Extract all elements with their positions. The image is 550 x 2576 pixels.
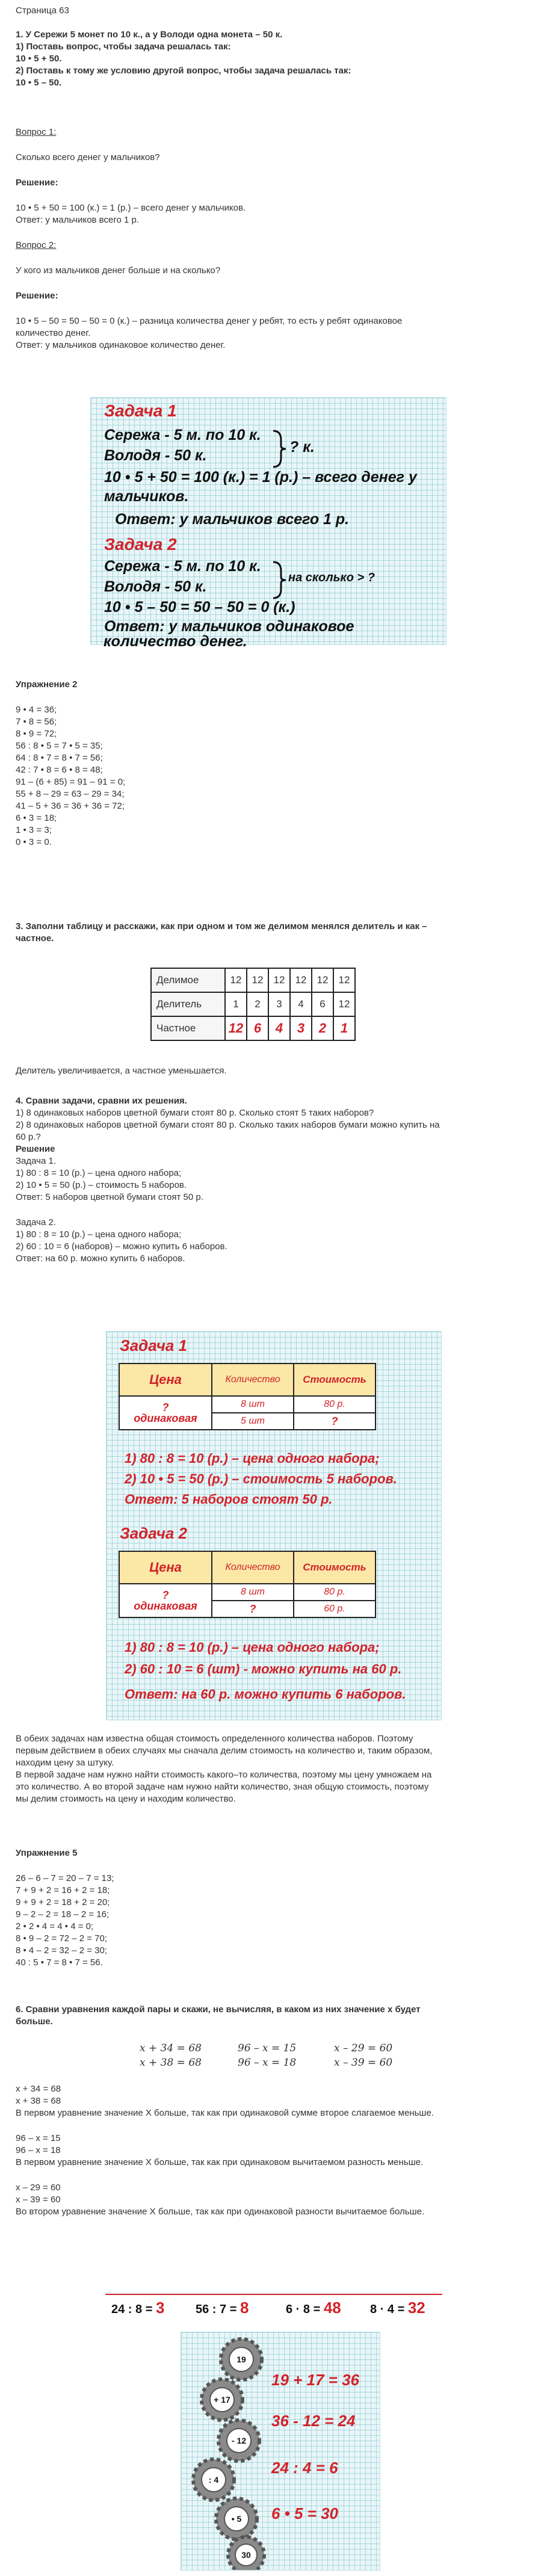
task1-block	[16, 29, 539, 89]
task4-problem2: 2) 8 одинаковых наборов цветной бумаги стоят 80 р. Сколько таких наборов бумаги можно купить на	[16, 1120, 440, 1130]
price-question: ?	[162, 1589, 169, 1601]
equation-pair-2	[238, 2041, 296, 2070]
strip-item	[196, 2299, 249, 2317]
illus2-table2	[119, 1551, 376, 1618]
gear-label: • 5	[231, 2514, 242, 2524]
task1-sub1: 1) Поставь вопрос, чтобы задача решалась так:	[16, 42, 231, 52]
table-cell: 12	[290, 968, 312, 992]
question1-heading: Вопрос 1:	[16, 127, 57, 137]
price-cell	[119, 1584, 212, 1617]
task4-z2-heading: Задача 2.	[16, 1217, 57, 1228]
page-number-text: Страница 63	[16, 5, 69, 16]
exercise5-line: 9 + 9 + 2 = 18 + 2 = 20;	[16, 1897, 110, 1907]
illus-brace2	[271, 560, 287, 600]
exercise5-line: 26 – 6 – 7 = 20 – 7 = 13;	[16, 1873, 114, 1883]
illus-title2: Задача 2	[104, 535, 177, 554]
bottom-strip	[105, 2299, 442, 2317]
table-cell: 3	[268, 992, 290, 1016]
gears-graphic	[181, 2332, 380, 2570]
illus-line1: Сережа - 5 м. по 10 к.	[104, 427, 261, 443]
gear-label: 30	[241, 2550, 251, 2560]
equation: x + 34 = 68	[140, 2042, 202, 2054]
table-cell: 12	[333, 992, 355, 1016]
table-row	[151, 968, 355, 992]
explanation-line: В первой задаче нам нужно найти стоимость какого–то количества, поэтому мы цену умножаем на	[16, 1770, 432, 1780]
gears-illustration	[181, 2332, 380, 2571]
header-quantity: Количество	[212, 1551, 294, 1584]
exercise5-line: 7 + 9 + 2 = 16 + 2 = 18;	[16, 1885, 110, 1895]
task6-p2c: В первом уравнение значение Х больше, так как при одинаковом вычитаемом разность меньше.	[16, 2157, 424, 2167]
exercise5-line: 9 – 2 – 2 = 18 – 2 = 16;	[16, 1909, 110, 1920]
illus-line8: 10 • 5 – 50 = 50 – 50 = 0 (к.)	[104, 599, 295, 616]
strip-answer: 8	[239, 2299, 249, 2317]
illus2-l1: 1) 80 : 8 = 10 (р.) – цена одного набора;	[125, 1451, 380, 1466]
task4-z1-answer: Ответ: 5 наборов цветной бумаги стоят 50 р.	[16, 1192, 203, 1202]
gear-label: + 17	[214, 2395, 230, 2405]
table-row	[151, 992, 355, 1016]
explanation-line: находим цену за штуку.	[16, 1758, 114, 1768]
equation-pair-1	[140, 2041, 202, 2070]
exercise2-line: 7 • 8 = 56;	[16, 717, 57, 727]
task6-p1a: x + 34 = 68	[16, 2084, 61, 2094]
task6-p3a: x – 29 = 60	[16, 2182, 61, 2193]
page-header	[16, 5, 539, 17]
table-cell-answer: 6	[247, 1016, 268, 1040]
exercise5-line: 40 : 5 • 7 = 8 • 7 = 56.	[16, 1957, 103, 1968]
task4-z2-line2: 2) 60 : 10 = 6 (наборов) – можно купить 6 наборов.	[16, 1241, 227, 1252]
strip-item	[286, 2299, 341, 2317]
explanation-line: это количество. А во второй задаче нам нужно найти количество, зная общую стоимость, поэтому	[16, 1782, 429, 1792]
illus-brace1	[271, 429, 287, 469]
illus-line5: Ответ: у мальчиков всего 1 р.	[115, 511, 350, 528]
task4-z1-heading: Задача 1.	[16, 1156, 57, 1166]
task1-expr2: 10 • 5 – 50.	[16, 78, 62, 88]
illus-line4: мальчиков.	[104, 488, 189, 505]
task4-z2-line1: 1) 80 : 8 = 10 (р.) – цена одного набора;	[16, 1229, 182, 1240]
task4-z2-answer: Ответ: на 60 р. можно купить 6 наборов.	[16, 1253, 185, 1264]
table-cell-answer: 3	[290, 1016, 312, 1040]
gear-label: : 4	[208, 2475, 219, 2485]
exercise2-heading: Упражнение 2	[16, 679, 78, 690]
exercise2-line: 42 : 7 • 8 = 6 • 8 = 48;	[16, 765, 103, 775]
illus-line6: Сережа - 5 м. по 10 к.	[104, 558, 261, 575]
task1-expr1: 10 • 5 + 50.	[16, 54, 62, 64]
strip-expr: 24 : 8 =	[111, 2303, 153, 2316]
qty-cell: ?	[212, 1601, 294, 1617]
cost-cell: ?	[294, 1413, 375, 1430]
equation: x – 29 = 60	[334, 2042, 393, 2054]
exercise2-line: 91 – (6 + 85) = 91 – 91 = 0;	[16, 777, 126, 787]
table-cell-answer: 1	[333, 1016, 355, 1040]
exercise5-line: 8 • 9 – 2 = 72 – 2 = 70;	[16, 1933, 108, 1944]
illus-line10: количество денег.	[104, 633, 247, 650]
gears-result-2: 36 - 12 = 24	[271, 2412, 356, 2430]
row-label: Делимое	[151, 968, 225, 992]
row-label: Делитель	[151, 992, 225, 1016]
task4-z1-line1: 1) 80 : 8 = 10 (р.) – цена одного набора;	[16, 1168, 182, 1178]
question1-text: Сколько всего денег у мальчиков?	[16, 152, 160, 162]
task6-p3b: x – 39 = 60	[16, 2195, 61, 2205]
strip-answer: 32	[407, 2299, 425, 2317]
task3-block	[16, 921, 539, 945]
table-row	[119, 1364, 375, 1396]
exercise2-block	[16, 679, 539, 848]
qty-cell: 5 шт	[212, 1413, 294, 1430]
question1-answer: Ответ: у мальчиков всего 1 р.	[16, 215, 139, 225]
strip-expr: 6 · 8 =	[286, 2303, 321, 2316]
question2-solution-line2: количество денег.	[16, 328, 91, 338]
gear-label: 19	[236, 2355, 246, 2364]
table-cell-answer: 2	[312, 1016, 333, 1040]
task4-solution-heading: Решение	[16, 1144, 55, 1154]
division-table	[150, 968, 356, 1041]
strip-top-line	[105, 2294, 442, 2295]
illus2-l4: 1) 80 : 8 = 10 (р.) – цена одного набора;	[125, 1640, 380, 1655]
table-cell: 12	[333, 968, 355, 992]
question1-block	[16, 126, 539, 351]
header-cost: Стоимость	[294, 1551, 375, 1584]
task4-illustration	[106, 1331, 442, 1720]
task4-block	[16, 1095, 539, 1265]
task3-title-line1: 3. Заполни таблицу и расскажи, как при одном и том же делимом менялся делитель и как –	[16, 921, 427, 931]
illus-line2: Володя - 50 к.	[104, 447, 207, 464]
illus2-table1	[119, 1363, 376, 1430]
gears-result-1: 19 + 17 = 36	[271, 2371, 360, 2389]
task6-answers	[16, 2083, 539, 2218]
gears-result-3: 24 : 4 = 6	[271, 2459, 338, 2477]
table-row	[119, 1584, 375, 1601]
exercise2-line: 6 • 3 = 18;	[16, 813, 57, 823]
table-cell: 2	[247, 992, 268, 1016]
task6-p1b: x + 38 = 68	[16, 2096, 61, 2106]
task4-problem1: 1) 8 одинаковых наборов цветной бумаги стоят 80 р. Сколько стоят 5 таких наборов?	[16, 1108, 374, 1118]
table-row	[151, 1016, 355, 1040]
illus2-l2: 2) 10 • 5 = 50 (р.) – стоимость 5 наборов.	[125, 1471, 397, 1486]
price-same: одинаковая	[134, 1412, 197, 1424]
question2-answer: Ответ: у мальчиков одинаковое количество денег.	[16, 340, 226, 350]
illus-brace-question2: на сколько > ?	[288, 571, 375, 584]
table-cell: 12	[247, 968, 268, 992]
exercise2-line: 0 • 3 = 0.	[16, 837, 52, 847]
illus-line9: Ответ: у мальчиков одинаковое	[104, 618, 354, 635]
explanation-line: мы делим стоимость на цену и находим количество.	[16, 1794, 236, 1804]
solution1-heading: Решение:	[16, 178, 58, 188]
table-row	[119, 1396, 375, 1413]
illus2-title2: Задача 2	[120, 1524, 188, 1542]
exercise2-line: 41 – 5 + 36 = 36 + 36 = 72;	[16, 801, 125, 811]
equation: x + 38 = 68	[140, 2057, 202, 2069]
table-cell-answer: 12	[225, 1016, 247, 1040]
illus-brace-question1: ? к.	[289, 439, 315, 456]
exercise5-block	[16, 1847, 539, 1969]
equation: 96 – x = 18	[238, 2057, 297, 2069]
equation-pair-3	[334, 2041, 392, 2070]
task1-illustration	[90, 397, 446, 645]
task6-title-line1: 6. Сравни уравнения каждой пары и скажи, не вычисляя, в каком из них значение х будет	[16, 2004, 421, 2015]
header-price: Цена	[119, 1551, 212, 1584]
exercise2-line: 55 + 8 – 29 = 63 – 29 = 34;	[16, 789, 125, 799]
question2-solution-line1: 10 • 5 – 50 = 50 – 50 = 0 (к.) – разница количества денег у ребят, то есть у ребят одинаковое	[16, 316, 403, 326]
task6-title-line2: больше.	[16, 2016, 53, 2027]
exercise2-line: 8 • 9 = 72;	[16, 729, 57, 739]
exercise5-line: 8 • 4 – 2 = 32 – 2 = 30;	[16, 1945, 108, 1956]
exercise2-line: 64 : 8 • 7 = 8 • 7 = 56;	[16, 753, 103, 763]
task1-title: 1. У Сережи 5 монет по 10 к., а у Володи одна монета – 50 к.	[16, 29, 283, 40]
table-cell: 12	[225, 968, 247, 992]
task6-p2a: 96 – x = 15	[16, 2133, 61, 2143]
strip-expr: 56 : 7 =	[196, 2303, 237, 2316]
illus2-l5: 2) 60 : 10 = 6 (шт) - можно купить на 60 р.	[125, 1661, 402, 1676]
qty-cell: 8 шт	[212, 1584, 294, 1601]
gears-result-4: 6 • 5 = 30	[271, 2504, 339, 2522]
strip-item	[370, 2299, 425, 2317]
cost-cell: 60 р.	[294, 1601, 375, 1617]
table-cell: 1	[225, 992, 247, 1016]
illus-line3: 10 • 5 + 50 = 100 (к.) = 1 (р.) – всего денег у	[104, 469, 417, 486]
explanation-line: В обеих задачах нам известна общая стоимость определенного количества наборов. Поэтому	[16, 1734, 413, 1744]
row-label: Частное	[151, 1016, 225, 1040]
exercise5-line: 2 • 2 • 4 = 4 • 4 = 0;	[16, 1921, 94, 1932]
price-same: одинаковая	[134, 1600, 197, 1612]
equation: 96 – x = 15	[238, 2042, 297, 2054]
task4-title: 4. Сравни задачи, сравни их решения.	[16, 1096, 187, 1106]
exercise2-line: 1 • 3 = 3;	[16, 825, 52, 835]
table-cell-answer: 4	[268, 1016, 290, 1040]
strip-answer: 3	[155, 2299, 165, 2317]
illus2-l6: Ответ: на 60 р. можно купить 6 наборов.	[125, 1687, 406, 1702]
table-cell: 4	[290, 992, 312, 1016]
illus-title1: Задача 1	[104, 401, 177, 420]
exercise2-line: 9 • 4 = 36;	[16, 705, 57, 715]
strip-item	[111, 2299, 164, 2317]
explanation-line: первым действием в обеих случаях мы сначала делим стоимость на количество и, таким образом,	[16, 1746, 433, 1756]
task6-block	[16, 2004, 539, 2028]
solution2-heading: Решение:	[16, 291, 58, 301]
header-cost: Стоимость	[294, 1364, 375, 1396]
cost-cell: 80 р.	[294, 1584, 375, 1601]
task4-problem2-cont: 60 р.?	[16, 1132, 41, 1142]
illus-line7: Володя - 50 к.	[104, 578, 207, 595]
table-cell: 6	[312, 992, 333, 1016]
exercise2-line: 56 : 8 • 5 = 7 • 5 = 35;	[16, 741, 103, 751]
header-quantity: Количество	[212, 1364, 294, 1396]
price-question: ?	[162, 1401, 169, 1413]
strip-expr: 8 · 4 =	[370, 2303, 405, 2316]
equation: x – 39 = 60	[334, 2057, 393, 2069]
task3-conclusion-text: Делитель увеличивается, а частное уменьшается.	[16, 1066, 227, 1076]
table-cell: 12	[312, 968, 333, 992]
table-row	[119, 1551, 375, 1584]
explanation-block	[16, 1733, 539, 1805]
task1-sub2: 2) Поставь к тому же условию другой вопрос, чтобы задача решалась так:	[16, 66, 351, 76]
gear-label: - 12	[231, 2436, 247, 2445]
task6-p1c: В первом уравнение значение Х больше, так как при одинаковой сумме второе слагаемое меньше.	[16, 2108, 434, 2118]
price-cell	[119, 1396, 212, 1430]
exercise5-heading: Упражнение 5	[16, 1848, 78, 1858]
question2-heading: Вопрос 2:	[16, 240, 57, 250]
header-price: Цена	[119, 1364, 212, 1396]
question1-solution: 10 • 5 + 50 = 100 (к.) = 1 (р.) – всего денег у мальчиков.	[16, 203, 246, 213]
illus2-l3: Ответ: 5 наборов стоят 50 р.	[125, 1492, 333, 1507]
task3-title-line2: частное.	[16, 933, 54, 944]
cost-cell: 80 р.	[294, 1396, 375, 1413]
task6-p3c: Во втором уравнение значение Х больше, так как при одинаковой разности вычитаемое больше.	[16, 2207, 425, 2217]
table-cell: 12	[268, 968, 290, 992]
task3-conclusion	[16, 1065, 539, 1077]
task6-p2b: 96 – x = 18	[16, 2145, 61, 2155]
question2-text: У кого из мальчиков денег больше и на сколько?	[16, 265, 221, 276]
task4-z1-line2: 2) 10 • 5 = 50 (р.) – стоимость 5 наборов.	[16, 1180, 187, 1190]
strip-answer: 48	[323, 2299, 341, 2317]
qty-cell: 8 шт	[212, 1396, 294, 1413]
illus2-title1: Задача 1	[120, 1336, 188, 1354]
